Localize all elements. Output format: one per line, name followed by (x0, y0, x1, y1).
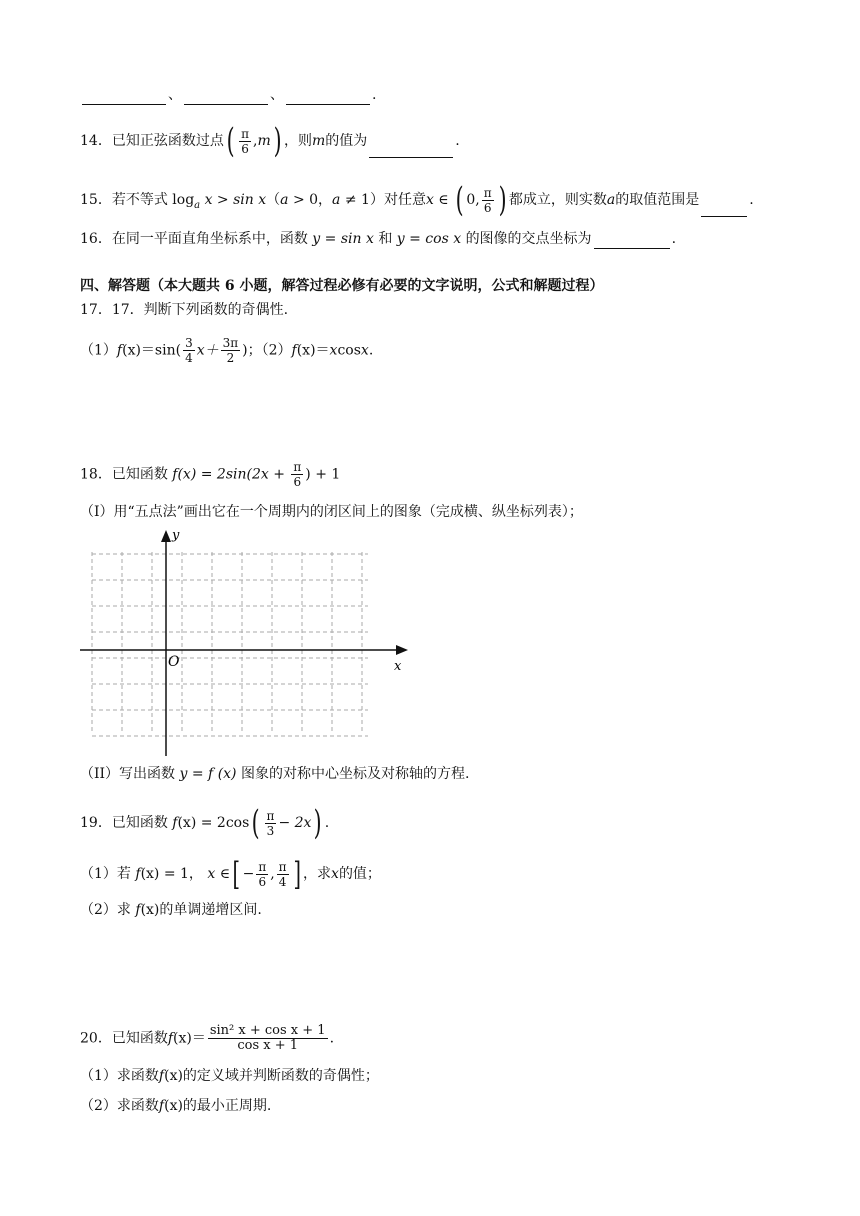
question-19: 19．已知函数 f(x) = 2cos( $\frac{\pi}{3}$ − 2x) . (80, 803, 330, 843)
fraction: $\frac{\pi}{4}$ (278, 859, 287, 889)
question-20-part-2: （2）求函数f(x)的最小正周期. (80, 1098, 272, 1114)
answer-blank (184, 84, 268, 105)
separator: 、 (270, 87, 284, 103)
x-axis-arrow-icon (396, 645, 408, 655)
y-axis-label: y (172, 528, 180, 543)
x-axis-label: x (394, 659, 402, 674)
answer-blank (82, 84, 166, 105)
fraction: $\frac{\pi}{6}$ (483, 185, 492, 215)
question-16: 16．在同一平面直角坐标系中，函数 y = sin x 和 y = cos x 的图像的交点坐标为 . (80, 228, 676, 249)
fraction: $\frac{\pi}{6}$ (293, 460, 302, 489)
question-15: 15．若不等式 $\log_a x > \sin x(a > 0$，a ≠ 1）对任意x ∈ ( 0, $\frac{\pi}{6}$ ) 都成立，则实数a的取值范围是 . (80, 180, 754, 220)
question-18-part-1: （I）用“五点法”画出它在一个周期内的闭区间上的图象（完成横、纵坐标列表）； (80, 504, 583, 520)
question-number: 14． (80, 133, 112, 149)
fraction: $\frac{\pi}{6}$ (258, 859, 267, 889)
fraction: $\frac{\pi}{3}$ (266, 808, 275, 838)
section-title: 四、解答题（本大题共 6 小题，解答过程必修有必要的文字说明，公式和解题过程） (80, 278, 604, 294)
question-18-part-2: （II）写出函数 y = f (x) 图象的对称中心坐标及对称轴的方程. (80, 766, 470, 782)
question-19-part-2: （2）求 f(x)的单调递增区间. (80, 902, 262, 918)
question-20: 20．已知函数f(x)＝ $\frac{\text{sin² x + cos x + 1}}{\text{cos x + 1}}$ . (80, 1023, 335, 1053)
answer-blank (369, 137, 453, 158)
answer-blank (286, 84, 370, 105)
question-19-part-1: （1）若 f(x) = 1， x ∈[ − $\frac{\pi}{6}$ , $\frac{\pi}{4}$ ] ，求x的值； (80, 855, 381, 893)
fraction: $\frac{\pi}{6}$ (241, 126, 249, 156)
question-20-part-1: （1）求函数f(x)的定义域并判断函数的奇偶性； (80, 1068, 379, 1084)
question-17: 17．17．判断下列函数的奇偶性. (80, 302, 289, 318)
answer-blank (701, 196, 747, 217)
question-17-parts: （1）f(x)＝sin( $\frac{3}{4}$ x＋ $\frac{3\pi}{2}$ )；（2）f(x)＝xcosx. (80, 336, 374, 365)
question-14: 14．已知正弦函数过点( $\frac{\pi}{6}$ ,m) ，则m的值为 . (80, 121, 460, 161)
question-18: 18．已知函数 f(x) = 2sin(2x + $\frac{\pi}{6}$ ) + 1 (80, 460, 341, 489)
y-axis-arrow-icon (161, 530, 171, 542)
fraction: $\frac{\text{sin² x + cos x + 1}}{\text{cos x + 1}}$ (209, 1023, 326, 1053)
top-blanks-line: 、 、 . (80, 84, 376, 105)
fraction: $\frac{3\pi}{2}$ (222, 336, 239, 365)
coordinate-grid (78, 524, 418, 759)
question-number: 16． (80, 231, 112, 247)
fraction: $\frac{3}{4}$ (185, 336, 193, 365)
question-number: 15． (80, 192, 112, 208)
origin-label: O (168, 654, 180, 670)
separator: 、 (168, 87, 182, 103)
answer-blank (594, 228, 670, 249)
